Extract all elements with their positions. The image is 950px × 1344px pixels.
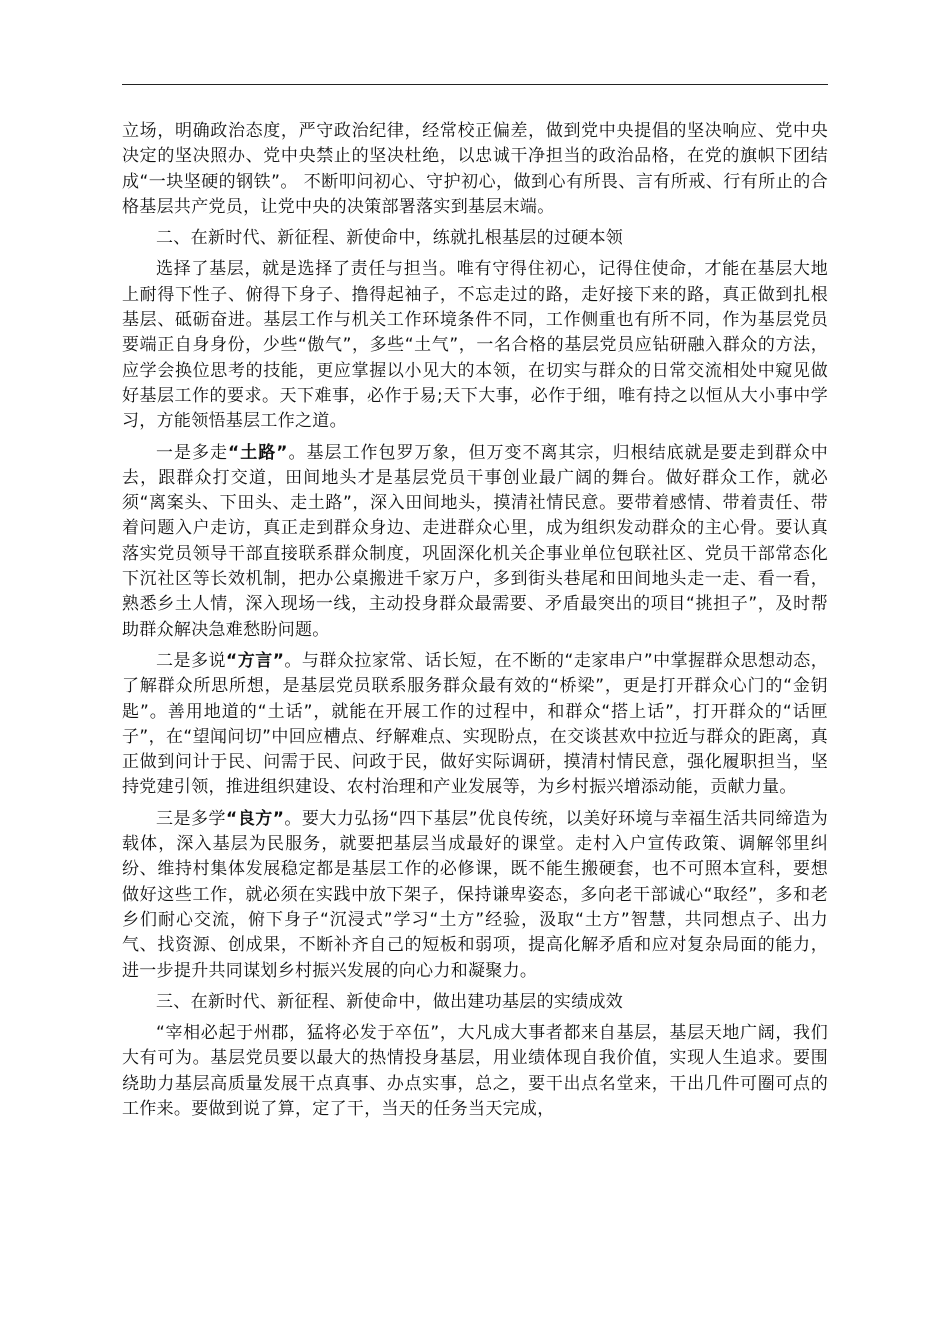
section-heading-3: 三、在新时代、新征程、新使命中，做出建功基层的实绩成效: [156, 991, 624, 1012]
paragraph-speak-dialect: [122, 649, 828, 801]
paragraph-keyword: “土路”: [228, 442, 288, 463]
paragraph-body: 。要大力弘扬“四下基层”优良传统，以美好环境与幸福生活共同缔造为载体，深入基层为民服务，就要把基层当成最好的课堂。走村入户宣传政策、调解邻里纠纷、维持村集体发展稳定都是基层工作的必修课，既不能生搬硬套，也不可照本宣科，要想做好这些工作，就必须在实践中放下架子，保持谦卑姿态，多向老干部诚心“取经”，多和老乡们耐心交流，俯下身子“沉浸式”学习“土方”经验，汲取“土方”智慧，共同想点子、出力气、找资源、创成果，不断补齐自己的短板和弱项，提高化解矛盾和应对复杂局面的能力，进一步提升共同谋划乡村振兴发展的向心力和凝聚力。: [122, 808, 829, 981]
section-heading-2: 二、在新时代、新征程、新使命中，练就扎根基层的过硬本领: [156, 228, 624, 249]
paragraph-keyword: “良方”: [226, 808, 285, 829]
paragraph-body: 。与群众拉家常、话长短，在不断的“走家串户”中掌握群众思想动态，了解群众所思所想，是基层党员联系服务群众最有效的“桥梁”，更是打开群众心门的“金钥匙”。善用地道的“土话”，就能在开展工作的过程中，和群众“搭上话”，打开群众的“话匣子”，在“望闻问切”中回应槽点、纾解难点、实现盼点，在交谈甚欢中拉近与群众的距离，真正做到问计于民、问需于民、问政于民，做好实际调研，摸清村情民意，强化履职担当，坚持党建引领，推进组织建设、农村治理和产业发展等，为乡村振兴增添动能，贡献力量。: [122, 650, 829, 798]
paragraph-achievements: “宰相必起于州郡，猛将必发于卒伍”，大凡成大事者都来自基层，基层天地广阔，我们大有可为。基层党员要以最大的热情投身基层，用业绩体现自我价值，实现人生追求。要围绕助力基层高质量发展干点真事、办点实事，总之，要干出点名堂来，干出几件可圈可点的工作来。要做到说了算，定了干，当天的任务当天完成，: [122, 1023, 828, 1119]
document-body: [122, 119, 828, 1122]
paragraph-learn-remedies: [122, 807, 828, 984]
paragraph-walk-dirt-roads: [122, 441, 828, 643]
paragraph-prefix: 二是多说: [156, 650, 227, 671]
paragraph-continuation: 立场，明确政治态度，严守政治纪律，经常校正偏差，做到党中央提倡的坚决响应、党中央决定的坚决照办、党中央禁止的坚决杜绝，以忠诚干净担当的政治品格，在党的旗帜下团结成“一块坚硬的钢铁”。 不断叩问初心、守护初心，做到心有所畏、言有所戒、行有所止的合格基层共产党员，让党中央的决策部署落实到基层末端。: [122, 121, 828, 217]
paragraph-choose-grassroots: 选择了基层，就是选择了责任与担当。唯有守得住初心，记得住使命，才能在基层大地上耐得下性子、俯得下身子、撸得起袖子，不忘走过的路，走好接下来的路，真正做到扎根基层、砥砺奋进。基层工作与机关工作环境条件不同，工作侧重也有所不同，作为基层党员要端正自身身份，少些“傲气”，多些“土气”，一名合格的基层党员应钻研融入群众的方法，应学会换位思考的技能，更应掌握以小见大的本领，在切实与群众的日常交流相处中窥见做好基层工作的要求。天下难事，必作于易;天下大事，必作于细，唯有持之以恒从大小事中学习，方能领悟基层工作之道。: [122, 259, 828, 432]
paragraph-body: 。基层工作包罗万象，但万变不离其宗，归根结底就是要走到群众中去，跟群众打交道，田间地头才是基层党员干事创业最广阔的舞台。做好群众工作，就必须“离案头、下田头、走土路”，深入田间地头，摸清社情民意。要带着感情、带着责任、带着问题入户走访，真正走到群众身边、走进群众心里，成为组织发动群众的主心骨。要认真落实党员领导干部直接联系群众制度，巩固深化机关企事业单位包联社区、党员干部常态化下沉社区等长效机制，把办公桌搬进千家万户，多到街头巷尾和田间地头走一走、看一看，熟悉乡土人情，深入现场一线，主动投身群众最需要、矛盾最突出的项目“挑担子”，及时帮助群众解决急难愁盼问题。: [122, 442, 829, 640]
paragraph-keyword: “方言”: [226, 650, 285, 671]
paragraph-prefix: 一是多走: [156, 442, 229, 463]
paragraph-prefix: 三是多学: [156, 808, 227, 829]
header-rule: [122, 84, 828, 85]
